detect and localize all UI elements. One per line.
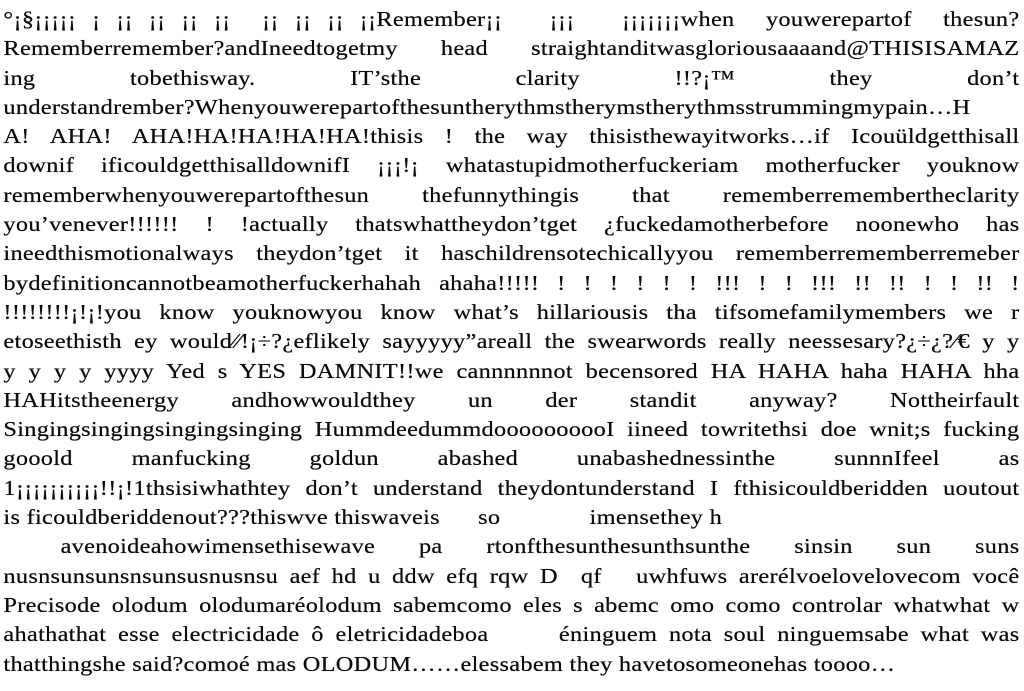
text-line: rememberwhenyouwerepartofthesun thefunnythingis that rememberremembertheclarity [3, 182, 1020, 207]
text-line: °¡§¡¡¡¡¡ ¡ ¡¡ ¡¡ ¡¡ ¡¡ ¡¡ ¡¡ ¡¡ ¡¡Remember¡¡ ¡¡¡ ¡¡¡¡¡¡¡when youwerepartof thesun? [3, 7, 1020, 31]
text-line: ineedthismotionalways theydon’tget it haschildrensotechicallyyou rememberrememberremeber [3, 241, 1020, 266]
text-line: Precisode olodum olodumaréolodum sabemcomo eles s abemc omo como controlar whatwhat w [3, 592, 1020, 617]
text-line: HAHitstheenergy andhowwouldthey un der standit anyway? Nottheirfault [3, 387, 1020, 412]
text-line: Singingsingingsingingsinging HummdeedummdoooooooooI iineed towritethsi doe wnit;s fucking [3, 417, 1020, 442]
text-line: thatthingshe said?comoé mas OLODUM……elessabem they havetosomeonehas toooo… [3, 651, 896, 676]
text-line: ahathathat esse electricidade ô eletricidadeboa éninguem nota soul ninguemsabe what was [3, 622, 1020, 647]
text-line: gooold manfucking goldun abashed unabashednessinthe sunnnIfeel as [3, 446, 1020, 471]
text-line: avenoideahowimensethisewave pa rtonfthesunthesunthsunthe sinsin sun suns [60, 534, 1020, 559]
text-line: ing tobethisway. IT’sthe clarity !!?¡™ they don’t [3, 65, 1020, 90]
text-line: y y y y yyyy Yed s YES DAMNIT!!we cannnnnnot becensored HA HAHA haha HAHA hha [3, 358, 1020, 383]
text-line: bydefinitioncannotbeamotherfuckerhahah ahaha!!!!! ! ! ! ! ! ! !!! ! ! !!! !! !! ! ! !! ! [3, 270, 1020, 295]
text-line: understandrember?Whenyouwerepartofthesuntherythmstherymstherythmsstrummingmypain…H [3, 94, 971, 119]
text-line: etoseethisth ey would∕∕!¡÷?¿eflikely sayyyyy”areall the swearwords really neessesary?¿÷¿?⁄€ y y [3, 329, 1020, 354]
text-line: A! AHA! AHA!HA!HA!HA!HA!thisis ! the way thisisthewayitworks…if Icouüldgetthisall [3, 124, 1020, 149]
text-line: is ficouldberiddenout???thiswve thiswaveis so imensethey h [3, 505, 723, 530]
text-line: downif ificouldgetthisalldownifI ¡¡¡!¡ whatastupidmotherfuckeriam motherfucker youknow [3, 153, 1020, 178]
text-line: nusnsunsunsnsunsusnusnsu aef hd u ddw efq rqw D qf uwhfuws arerélvoelovelovecom você [3, 563, 1020, 588]
text-line: 1¡¡¡¡¡¡¡¡¡¡!!¡!1thsisiwhathtey don’t understand theydontunderstand I fthisicouldberidden uoutout [3, 475, 1020, 500]
text-line: Rememberremember?andIneedtogetmy head straightanditwasgloriousaaaand@THISISAMAZ [3, 36, 1020, 61]
text-line: you’venever!!!!!! ! !actually thatswhattheydon’tget ¿fuckedamotherbefore noonewho has [3, 212, 1020, 237]
text-line: !!!!!!!!¡!¡!you know youknowyou know what’s hillariousis tha tifsomefamilymembers we r [3, 299, 1020, 324]
